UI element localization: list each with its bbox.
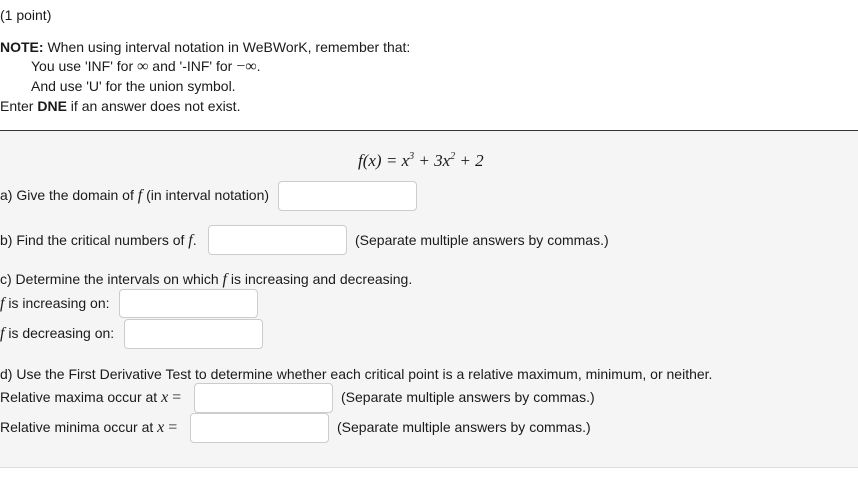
equals-sign: = [168,389,182,406]
domain-input[interactable] [278,181,417,211]
formula-part: f(x) = x [358,151,410,170]
label-text: is increasing on: [4,295,110,311]
label-text: (in interval notation) [142,187,270,203]
note-text: When using interval notation in WeBWorK, remember that: [43,39,411,55]
math-f: f [188,232,193,249]
math-f: f [0,325,5,342]
note-text: . [256,58,261,74]
note-union-line: And use 'U' for the union symbol. [31,78,236,94]
minima-input[interactable] [190,413,329,443]
note-line [0,39,410,56]
math-x: x [161,389,169,406]
label-text: . [192,232,197,248]
decreasing-label [0,325,114,342]
label-text: b) Find the critical numbers of [0,232,189,248]
formula-part: + 2 [455,151,484,170]
critical-numbers-input[interactable] [208,225,347,255]
math-f: f [222,271,227,288]
neg-infinity-symbol: −∞ [236,58,257,75]
dne-line [0,98,240,115]
increasing-label [0,295,110,312]
label-text: Relative minima occur at [0,419,158,435]
label-text: is decreasing on: [4,325,115,341]
math-f: f [137,187,143,204]
exponent: 3 [409,151,415,162]
math-f: f [0,295,5,312]
maxima-hint: (Separate multiple answers by commas.) [341,389,595,405]
minima-label [0,419,177,436]
label-text: a) Give the domain of [0,187,138,203]
label-text: Relative maxima occur at [0,389,162,405]
equals-sign: = [164,419,178,436]
note-text: and '-INF' for [148,58,237,74]
note-label: NOTE: [0,39,44,55]
increasing-input[interactable] [119,289,258,318]
maxima-label [0,389,181,406]
math-x: x [157,419,165,436]
exponent: 2 [450,151,456,162]
dne-label: DNE [37,98,67,114]
part-b-label [0,232,197,249]
part-d-label: d) Use the First Derivative Test to determine whether each critical point is a relative maximum, minimum, or neither. [0,366,713,382]
note-inf-line [31,58,261,75]
infinity-symbol: ∞ [137,58,149,75]
function-formula [358,148,484,169]
decreasing-input[interactable] [124,319,263,349]
note-text: if an answer does not exist. [66,98,241,114]
part-a-label [0,187,269,204]
formula-part: + 3x [414,151,451,170]
label-text: c) Determine the intervals on which [0,271,223,287]
minima-hint: (Separate multiple answers by commas.) [337,419,591,435]
note-text: Enter [0,98,38,114]
points-label: (1 point) [0,7,52,23]
critical-hint: (Separate multiple answers by commas.) [355,232,609,248]
label-text: is increasing and decreasing. [227,271,413,287]
note-text: You use 'INF' for [31,58,137,74]
maxima-input[interactable] [194,383,333,413]
part-c-label [0,271,412,288]
